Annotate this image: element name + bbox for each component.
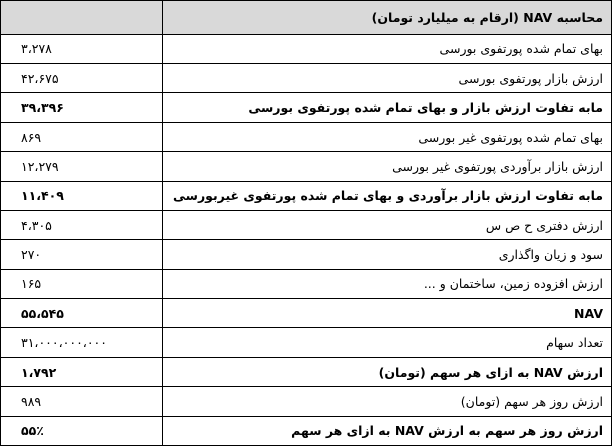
- row-label: ارزش بازار برآوردی پورتفوی غیر بورسی: [163, 152, 612, 181]
- row-label: ارزش NAV به ازای هر سهم (تومان): [163, 357, 612, 386]
- table-row: [1, 299, 612, 328]
- table-row: [1, 122, 612, 151]
- table-row: [1, 357, 612, 386]
- table-row: [1, 93, 612, 122]
- table-title: محاسبه NAV (ارقام به میلیارد تومان): [163, 1, 612, 35]
- table-header-row: [1, 1, 612, 35]
- row-label: بهای تمام شده پورتفوی غیر بورسی: [163, 122, 612, 151]
- row-label: سود و زیان واگذاری: [163, 240, 612, 269]
- row-value: ۱،۷۹۲: [1, 357, 163, 386]
- table-row: [1, 269, 612, 298]
- row-value: ۱۲،۲۷۹: [1, 152, 163, 181]
- table-row: [1, 152, 612, 181]
- row-value: ۱۱،۴۰۹: [1, 181, 163, 210]
- row-label: NAV: [163, 299, 612, 328]
- table-row: [1, 64, 612, 93]
- row-value: ۴،۳۰۵: [1, 210, 163, 239]
- row-value: ۳۹،۳۹۶: [1, 93, 163, 122]
- table-row: [1, 181, 612, 210]
- table-row: [1, 240, 612, 269]
- row-value: ۹۸۹: [1, 387, 163, 416]
- table-row: [1, 328, 612, 357]
- row-label: ارزش افزوده زمین، ساختمان و ...: [163, 269, 612, 298]
- row-value: ۸۶۹: [1, 122, 163, 151]
- row-label: ارزش دفتری ح ص س: [163, 210, 612, 239]
- row-label: ارزش بازار پورتفوی بورسی: [163, 64, 612, 93]
- row-label: ارزش روز هر سهم به ارزش NAV به ازای هر سهم: [163, 416, 612, 445]
- row-value: ۵۵٪: [1, 416, 163, 445]
- row-label: مابه تفاوت ارزش بازار برآوردی و بهای تمام شده پورتفوی غیربورسی: [163, 181, 612, 210]
- table-row: [1, 387, 612, 416]
- row-value: ۱۶۵: [1, 269, 163, 298]
- row-value: ۳۱،۰۰۰،۰۰۰،۰۰۰: [1, 328, 163, 357]
- row-label: تعداد سهام: [163, 328, 612, 357]
- row-value: ۴۲،۶۷۵: [1, 64, 163, 93]
- row-label: بهای تمام شده پورتفوی بورسی: [163, 34, 612, 63]
- table-row: [1, 34, 612, 63]
- nav-table-body: [1, 1, 612, 446]
- row-value: ۵۵،۵۴۵: [1, 299, 163, 328]
- row-value: ۳،۲۷۸: [1, 34, 163, 63]
- row-label: مابه تفاوت ارزش بازار و بهای تمام شده پورتفوی بورسی: [163, 93, 612, 122]
- table-row: [1, 416, 612, 445]
- row-value: ۲۷۰: [1, 240, 163, 269]
- row-label: ارزش روز هر سهم (تومان): [163, 387, 612, 416]
- header-value-cell: [1, 1, 163, 35]
- table-row: [1, 210, 612, 239]
